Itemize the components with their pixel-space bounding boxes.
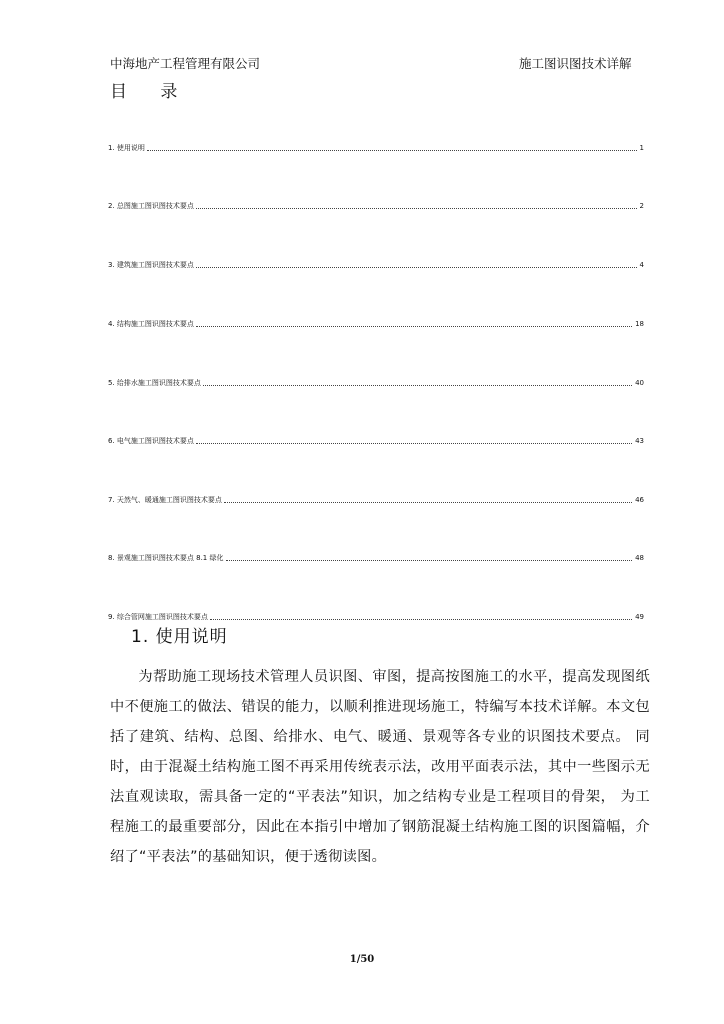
toc-leader-dots xyxy=(147,150,637,151)
toc-leader-dots xyxy=(224,502,632,503)
toc-entry[interactable] xyxy=(108,198,644,210)
toc-entry-label: 3. 建筑施工图识图技术要点 xyxy=(108,261,194,269)
toc-leader-dots xyxy=(196,443,632,444)
toc-entry-label: 4. 结构施工图识图技术要点 xyxy=(108,320,194,328)
toc-entry-page: 2 xyxy=(639,202,644,210)
toc-entry-page: 18 xyxy=(635,320,644,328)
toc-entry-label: 9. 综合管网施工图识图技术要点 xyxy=(108,613,208,621)
toc-leader-dots xyxy=(196,326,632,327)
toc-entry-page: 46 xyxy=(635,496,644,504)
toc-entry-page: 1 xyxy=(639,144,644,152)
toc-entry-label: 1. 使用说明 xyxy=(108,144,145,152)
toc-leader-dots xyxy=(226,560,633,561)
toc-entry[interactable] xyxy=(108,375,644,387)
toc-entry-page: 49 xyxy=(635,613,644,621)
body-paragraph: 为帮助施工现场技术管理人员识图、审图，提高按图施工的水平，提高发现图纸中不便施工的做法、错误的能力，以顺利推进现场施工，特编写本技术详解。本文包括了建筑、结构、总图、给排水、电气、暖通、景观等各专业的识图技术要点。 同时，由于混凝土结构施工图不再采用传统表示法，改用平面表示法，其中一些图示无法直观读取，需具备一定的“平表法”知识，加之结构专业是工程项目的骨架， 为工程施工的最重要部分，因此在本指引中增加了钢筋混凝土结构施工图的识图篇幅，介绍了“平表法”的基础知识，便于透彻读图。 xyxy=(110,669,650,865)
toc-entry-label: 2. 总图施工图识图技术要点 xyxy=(108,202,194,210)
header-company: 中海地产工程管理有限公司 xyxy=(110,56,261,71)
toc-entry-page: 43 xyxy=(635,437,644,445)
toc-leader-dots xyxy=(196,208,637,209)
header-doc-title: 施工图识图技术详解 xyxy=(519,56,632,71)
toc-entry[interactable] xyxy=(108,492,644,504)
section-heading: 1. 使用说明 xyxy=(131,627,228,647)
toc-entry-label: 8. 景观施工图识图技术要点 8.1 绿化 xyxy=(108,554,224,562)
toc-entry-label: 5. 给排水施工图识图技术要点 xyxy=(108,379,201,387)
toc-leader-dots xyxy=(196,267,637,268)
toc-entry[interactable] xyxy=(108,257,644,269)
toc-leader-dots xyxy=(203,385,632,386)
toc-entry[interactable] xyxy=(108,140,644,152)
toc-entry-page: 48 xyxy=(635,554,644,562)
toc-entry[interactable] xyxy=(108,316,644,328)
toc-entry[interactable] xyxy=(108,550,644,562)
toc-entry[interactable] xyxy=(108,433,644,445)
toc-title: 目 录 xyxy=(110,82,192,102)
toc-entry[interactable] xyxy=(108,609,644,621)
footer-page-number: 1/50 xyxy=(349,954,375,965)
toc-leader-dots xyxy=(210,619,632,620)
toc-entry-page: 4 xyxy=(639,261,644,269)
toc-entry-label: 6. 电气施工图识图技术要点 xyxy=(108,437,194,445)
toc-entry-label: 7. 天然气、暖通施工图识图技术要点 xyxy=(108,496,222,504)
toc-entry-page: 40 xyxy=(635,379,644,387)
